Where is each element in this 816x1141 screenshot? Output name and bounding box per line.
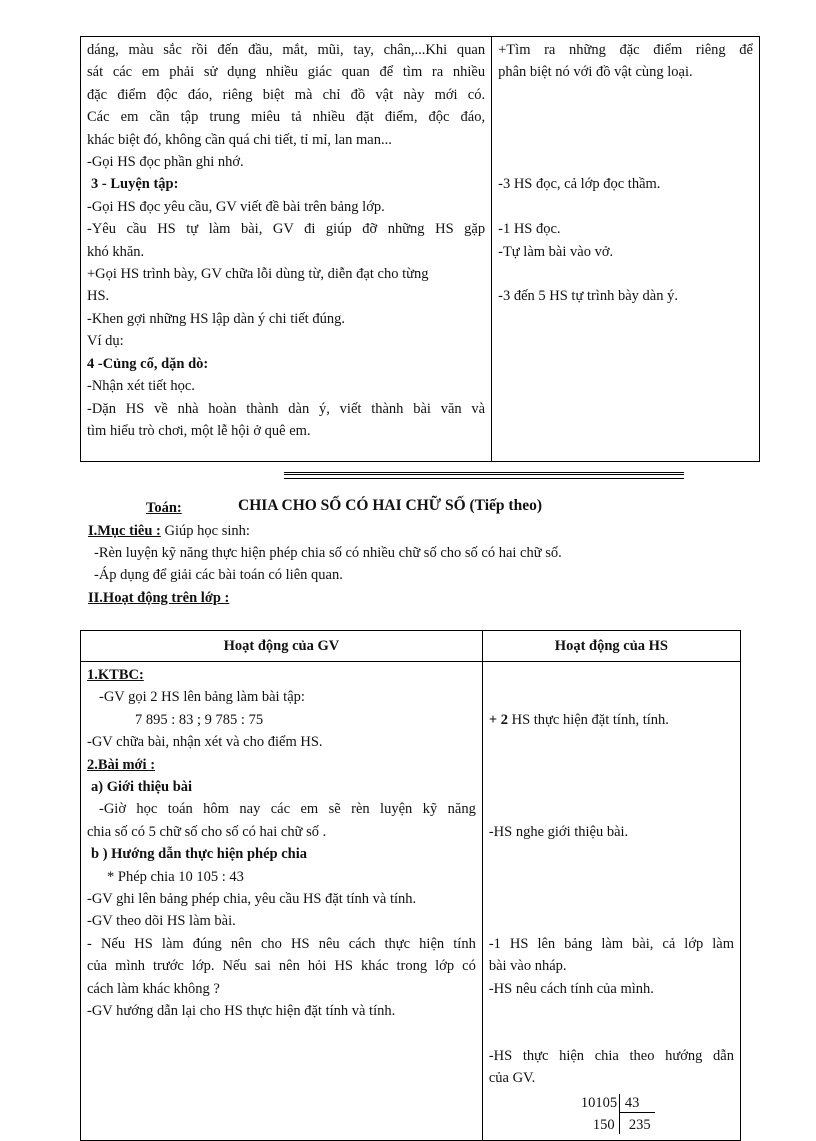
long-division <box>489 1092 734 1138</box>
text-line: bài vào nháp. <box>488 958 567 975</box>
intro-heading: a) Giới thiệu bài <box>91 779 193 796</box>
activities-heading: II.Hoạt động trên lớp : <box>88 590 230 606</box>
text-line: khó khăn. <box>87 243 145 260</box>
text-line: -1 HS đọc. <box>498 221 561 238</box>
text-line: dáng, màu sắc rồi đến đầu, mắt, mũi, tay, chân,...Khi quan <box>87 42 486 58</box>
gv-activity-cell <box>81 37 492 462</box>
division-bar <box>619 1094 620 1134</box>
section-heading: 2.Bài mới : <box>87 756 156 773</box>
text-line: -GV chữa bài, nhận xét và cho điểm HS. <box>87 734 323 751</box>
text-line: HS. <box>87 288 110 305</box>
subsection-heading <box>87 776 476 798</box>
hs-activity-cell <box>492 37 760 462</box>
text-line <box>489 709 734 731</box>
text-line: -Tự làm bài vào vở. <box>498 243 614 260</box>
exercise-line: 7 895 : 83 ; 9 785 : 75 <box>135 711 264 728</box>
text-line: -Khen gợi những HS lập dàn ý chi tiết đúng. <box>87 310 345 327</box>
top-lesson-table <box>80 36 760 462</box>
activities-table <box>80 630 741 1141</box>
text-line: -3 đến 5 HS tự trình bày dàn ý. <box>498 288 678 305</box>
hs-count: + 2 <box>488 711 508 728</box>
text-line: -Gọi HS đọc yêu cầu, GV viết đề bài trên bảng lớp. <box>87 198 385 215</box>
page-title: CHIA CHO SỐ CÓ HAI CHỮ SỐ (Tiếp theo) <box>238 497 542 514</box>
hs-activity-cell <box>482 662 740 1141</box>
text-line: -GV theo dõi HS làm bài. <box>87 913 236 930</box>
text-line: -Giờ học toán hôm nay các em sẽ rèn luyện kỹ năng <box>99 801 476 818</box>
text-line: -GV gọi 2 HS lên bảng làm bài tập: <box>99 689 305 706</box>
text-line: sát các em phải sử dụng nhiều giác quan để tìm ra nhiều <box>87 64 486 81</box>
text-line: đặc điểm độc đáo, riêng biệt mà chỉ đồ vật này mới có. <box>87 86 486 103</box>
text-line: cách làm khác không ? <box>87 980 220 997</box>
text-line: -GV ghi lên bảng phép chia, yêu cầu HS đặt tính và tính. <box>87 891 417 908</box>
text-line: -3 HS đọc, cả lớp đọc thầm. <box>498 176 661 193</box>
text-line: tìm hiểu trò chơi, một lễ hội ở quê em. <box>87 422 311 439</box>
text-line: khác biệt đó, không cần quá chi tiết, tỉ mỉ, lan man... <box>87 131 392 148</box>
text-line: -Nhận xét tiết học. <box>87 378 195 395</box>
guide-heading: b ) Hướng dẫn thực hiện phép chia <box>91 846 307 863</box>
lesson-title-row <box>0 497 816 521</box>
subject-label: Toán: <box>146 500 182 516</box>
division-divisor: 43 <box>624 1094 640 1111</box>
text-line: +Tìm ra những đặc điểm riêng để <box>498 42 753 58</box>
text-line: -HS nghe giới thiệu bài. <box>488 823 629 840</box>
hs-ktbc-text: HS thực hiện đặt tính, tính. <box>507 711 669 728</box>
text-line: -Dặn HS về nhà hoàn thành dàn ý, viết thành bài văn và <box>87 400 486 417</box>
text-line: phân biệt nó với đồ vật cùng loại. <box>498 64 693 81</box>
text-line: -GV hướng dẫn lại cho HS thực hiện đặt tính và tính. <box>87 1003 396 1020</box>
table-row <box>81 662 741 1141</box>
text-line: Ví dụ: <box>87 333 124 350</box>
text-line: của GV. <box>488 1070 536 1087</box>
section-heading: 1.KTBC: <box>87 667 144 683</box>
division-underline <box>619 1112 655 1113</box>
example-line: * Phép chia 10 105 : 43 <box>107 868 244 885</box>
division-dividend: 10105 <box>580 1094 618 1111</box>
text-line: Các em cần tập trung miêu tả nhiều đặt điểm, độc đáo, <box>87 109 486 126</box>
table-header-row <box>81 631 741 662</box>
text-line: -HS thực hiện chia theo hướng dẫn <box>488 1047 734 1064</box>
objective-item: -Rèn luyện kỹ năng thực hiện phép chia số có nhiều chữ số cho số có hai chữ số. <box>94 545 562 561</box>
objective-intro: Giúp học sinh: <box>160 523 250 539</box>
text-line: của mình trước lớp. Nếu sai nên hỏi HS khác trong lớp có <box>87 958 476 975</box>
section-heading: 3 - Luyện tập: <box>91 176 179 193</box>
division-quotient: 235 <box>628 1116 651 1133</box>
text-line: -1 HS lên bảng làm bài, cả lớp làm <box>488 935 734 952</box>
column-header-gv: Hoạt động của GV <box>81 631 483 662</box>
table-row <box>81 37 760 462</box>
text-line: - Nếu HS làm đúng nên cho HS nêu cách thực hiện tính <box>87 935 476 952</box>
text-line: chia số có 5 chữ số cho số có hai chữ số . <box>87 823 327 840</box>
section-divider <box>284 472 684 479</box>
section-heading: 4 -Củng cố, dặn dò: <box>87 355 209 372</box>
text-line: -Yêu cầu HS tự làm bài, GV đi giúp đỡ những HS gặp <box>87 221 486 238</box>
division-remainder: 150 <box>592 1116 615 1133</box>
objective-item: -Áp dụng để giải các bài toán có liên quan. <box>94 567 343 583</box>
subsection-heading <box>87 843 476 865</box>
text-line: +Gọi HS trình bày, GV chữa lỗi dùng từ, diễn đạt cho từng <box>87 266 429 283</box>
gv-activity-cell <box>81 662 483 1141</box>
text-line: -Gọi HS đọc phần ghi nhớ. <box>87 154 244 171</box>
objective-label: I.Mục tiêu : <box>88 523 161 539</box>
column-header-hs: Hoạt động của HS <box>482 631 740 662</box>
objective-line <box>88 523 250 540</box>
text-line: -HS nêu cách tính của mình. <box>488 980 654 997</box>
